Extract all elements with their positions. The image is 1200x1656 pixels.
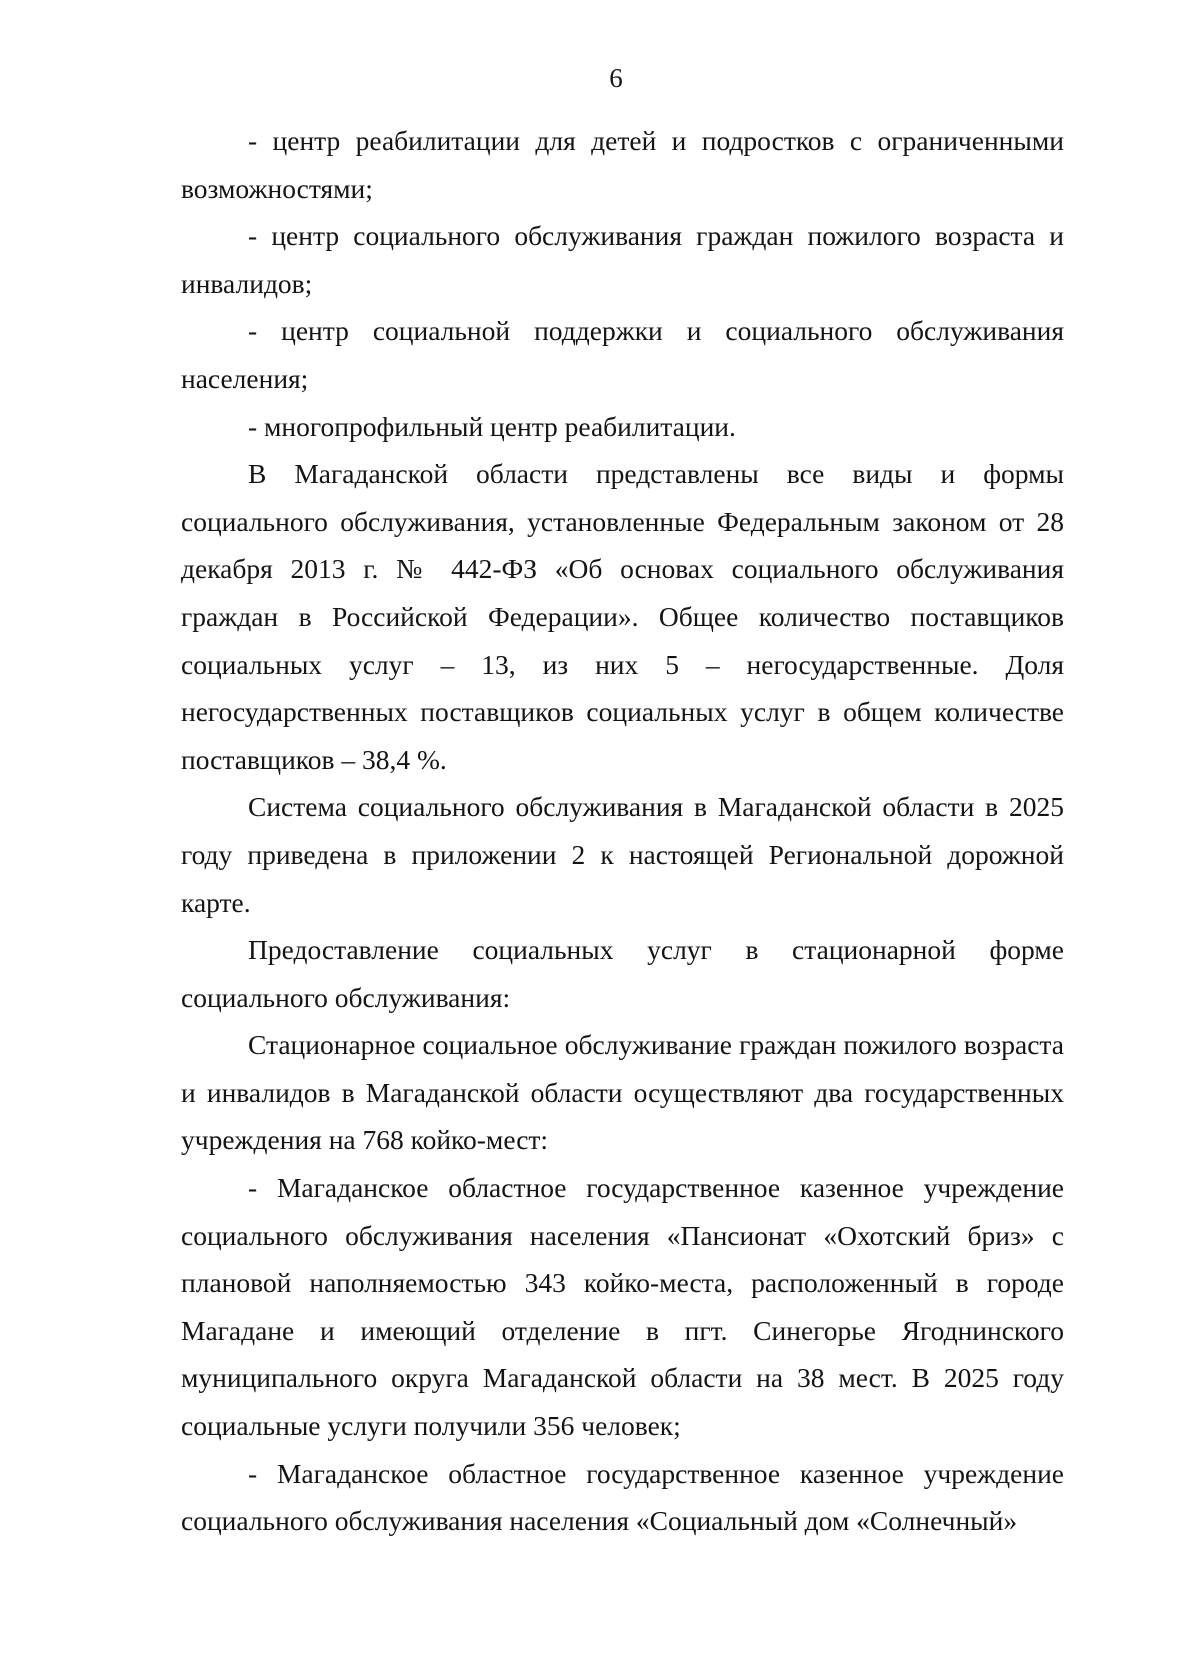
list-item-social-support-center: - центр социальной поддержки и социального обслуживания населения; <box>181 315 1064 394</box>
list-item-rehab-center-children: - центр реабилитации для детей и подростков с ограниченными возможностями; <box>181 125 1064 204</box>
paragraph-service-providers: В Магаданской области представлены все виды и формы социального обслуживания, установленные Федеральным законом от 28 декабря 2013 г. № 442-ФЗ «Об основах социального обслуживания граждан в Российской Федерации». Общее количество поставщиков социальных услуг – 13, из них 5 – негосударственные. Доля негосударственных поставщиков социальных услуг в общем количестве поставщиков – 38,4 %. <box>181 458 1064 775</box>
paragraph-system-reference: Система социального обслуживания в Магаданской области в 2025 году приведена в приложении 2 к настоящей Региональной дорожной карте. <box>181 791 1064 918</box>
list-item-social-house-solnechny: - Магаданское областное государственное казенное учреждение социального обслуживания населения «Социальный дом «Солнечный» <box>181 1457 1064 1537</box>
list-item-pansionat-okhotsky-briz: - Магаданское областное государственное казенное учреждение социального обслуживания населения «Пансионат «Охотский бриз» с плановой наполняемостью 343 койко-места, расположенный в городе Магадане и имеющий отделение в пгт. Синегорье Ягоднинского муниципального округа Магаданской области на 38 мест. В 2025 году социальные услуги получили 356 человек; <box>181 1172 1064 1442</box>
list-item-multiprofile-rehab-center: - многопрофильный центр реабилитации. <box>248 410 736 442</box>
page-number: 6 <box>609 63 623 93</box>
list-item-social-service-center-elderly: - центр социального обслуживания граждан пожилого возраста и инвалидов; <box>181 220 1064 299</box>
paragraph-stationary-service: Стационарное социальное обслуживание граждан пожилого возраста и инвалидов в Магаданской области осуществляют два государственных учреждения на 768 койко-мест: <box>181 1029 1064 1156</box>
paragraph-stationary-form-heading: Предоставление социальных услуг в стационарной форме социального обслуживания: <box>181 934 1064 1013</box>
document-body <box>181 117 1064 1545</box>
